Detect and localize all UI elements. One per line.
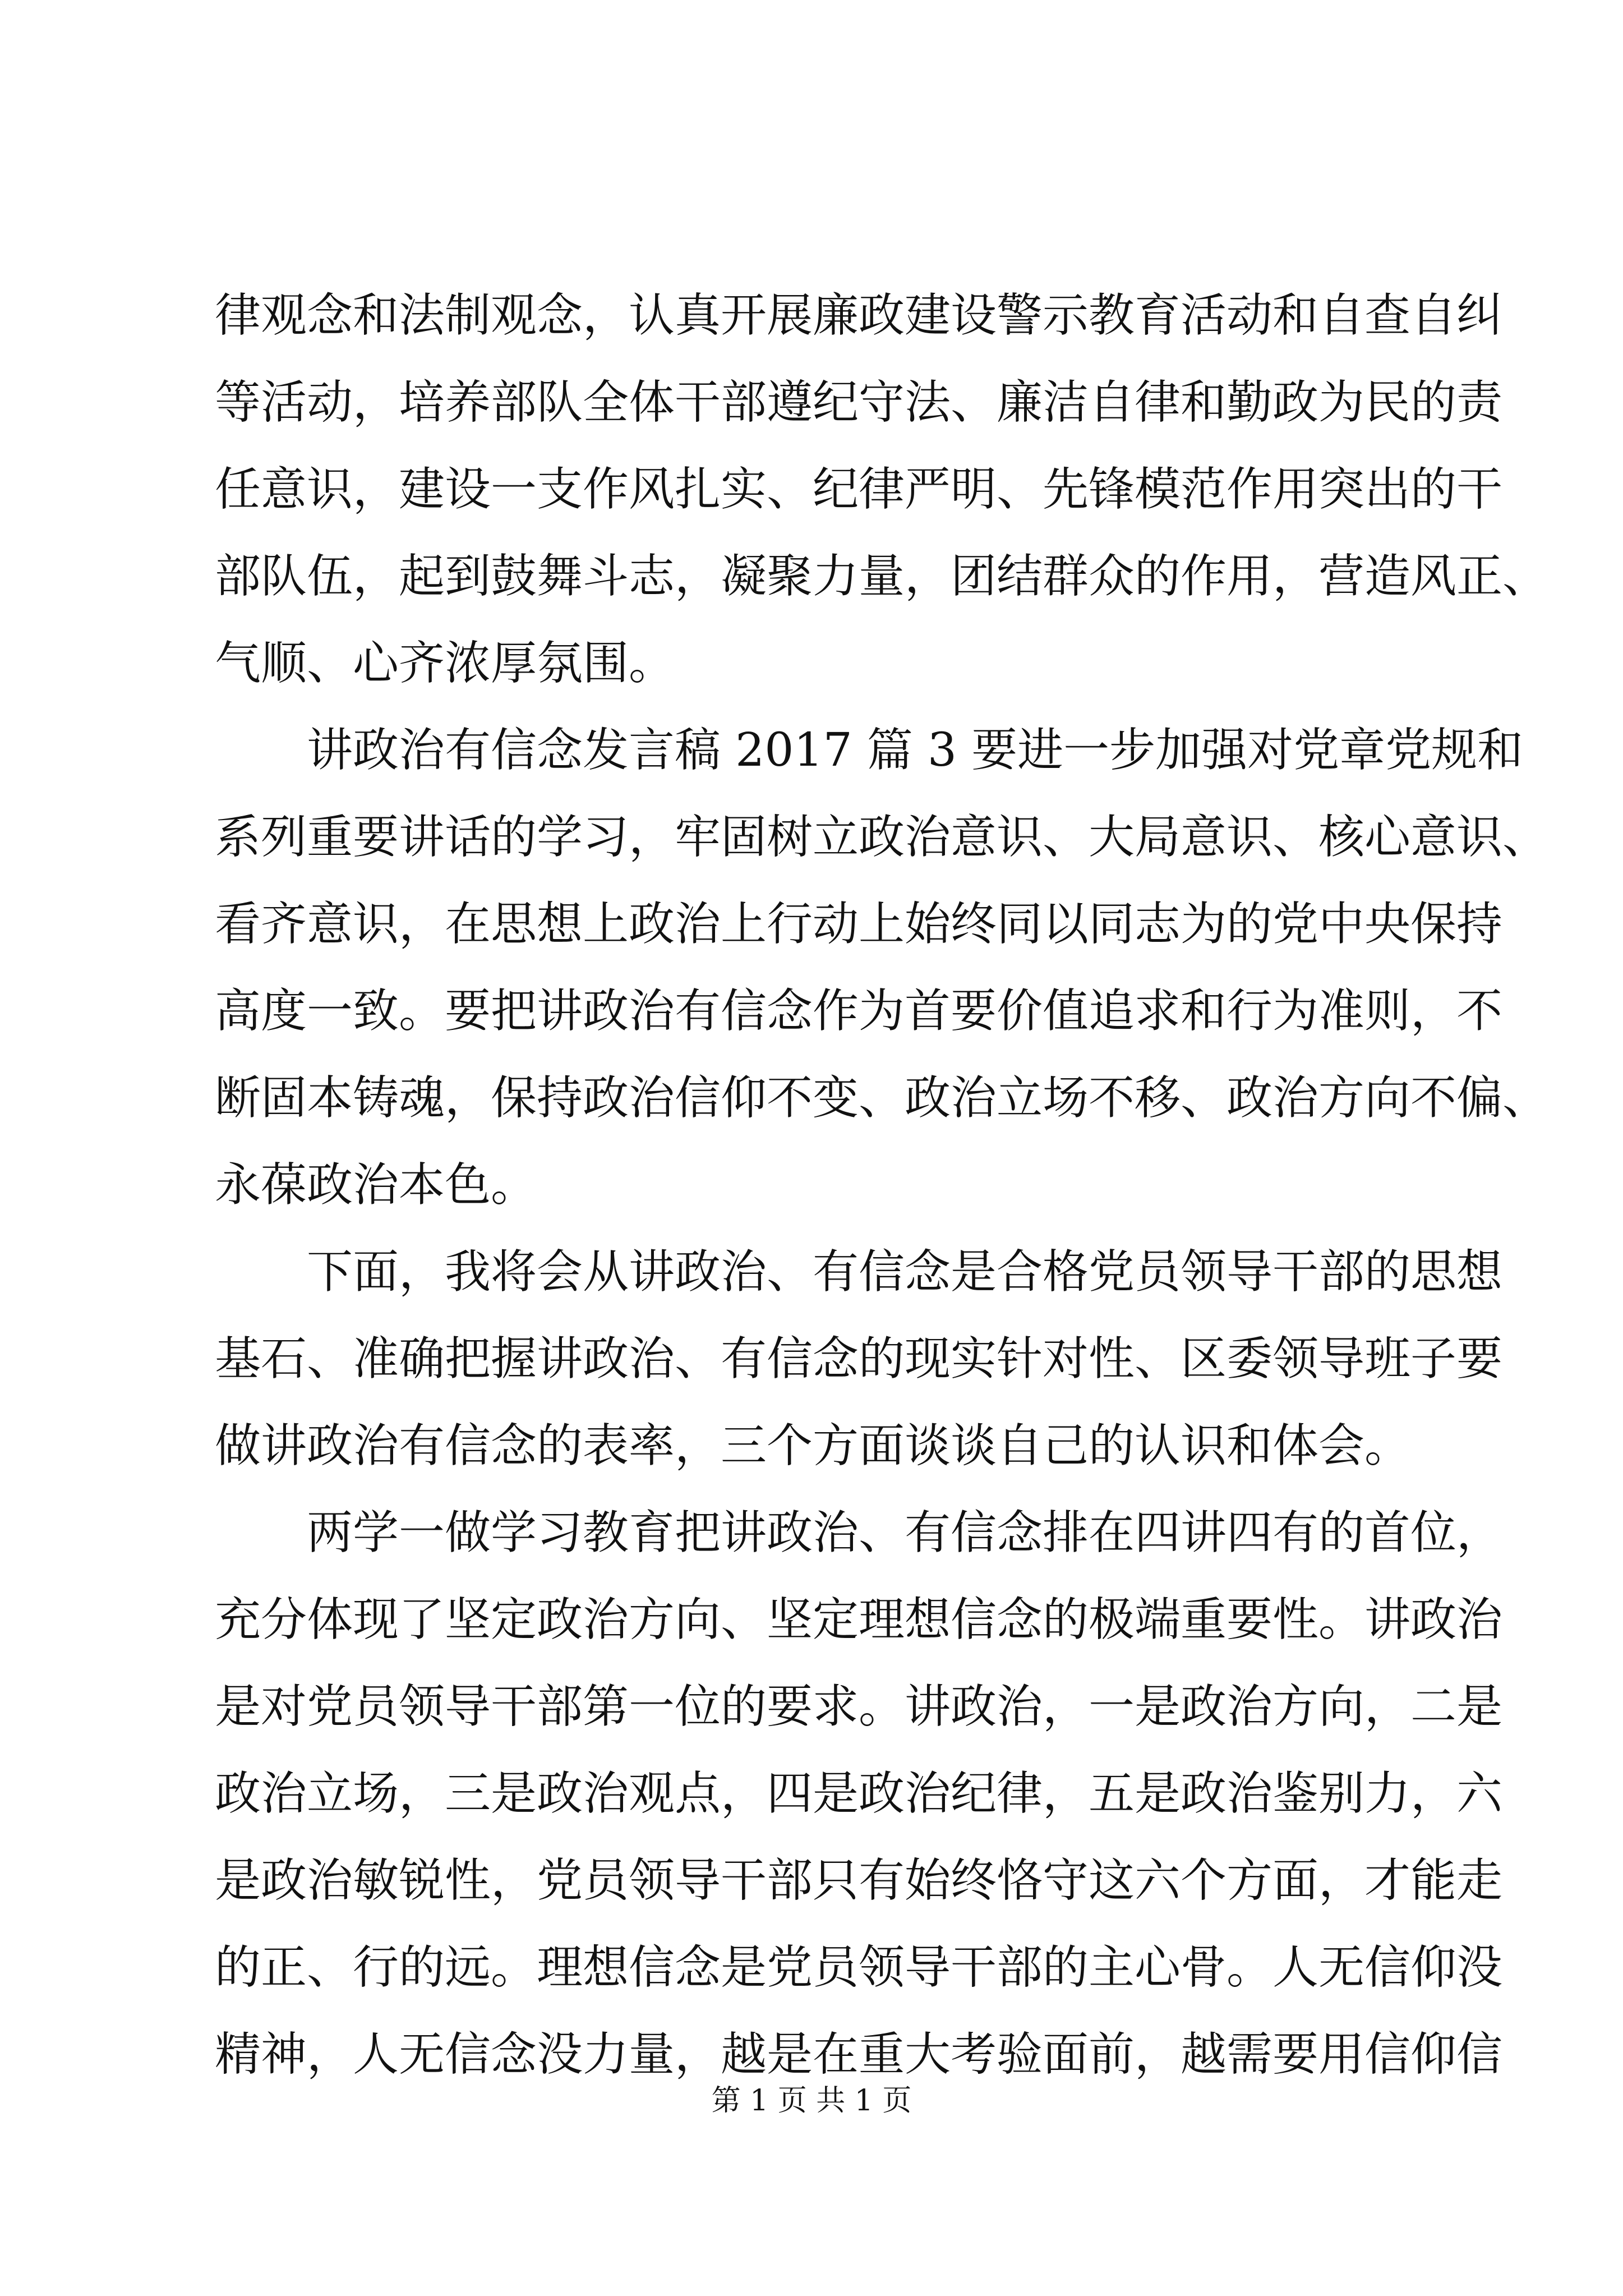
text-line: 政治立场，三是政治观点，四是政治纪律，五是政治鉴别力，六 [215, 1767, 1503, 1820]
text-line: 下面，我将会从讲政治、有信念是合格党员领导干部的思想 [307, 1245, 1503, 1299]
text-line: 是政治敏锐性，党员领导干部只有始终恪守这六个方面，才能走 [215, 1854, 1503, 1907]
text-line: 两学一做学习教育把讲政治、有信念排在四讲四有的首位， [307, 1506, 1503, 1559]
text-line: 系列重要讲话的学习，牢固树立政治意识、大局意识、核心意识、 [215, 811, 1549, 864]
text-line: 等活动，培养部队全体干部遵纪守法、廉洁自律和勤政为民的责 [215, 376, 1503, 429]
text-line: 看齐意识，在思想上政治上行动上始终同以同志为的党中央保持 [215, 898, 1503, 951]
text-line: 精神，人无信念没力量，越是在重大考验面前，越需要用信仰信 [215, 2028, 1503, 2081]
text-line: 气顺、心齐浓厚氛围。 [215, 637, 675, 690]
text-line: 任意识，建设一支作风扎实、纪律严明、先锋模范作用突出的干 [215, 463, 1503, 516]
text-line: 断固本铸魂，保持政治信仰不变、政治立场不移、政治方向不偏、 [215, 1071, 1549, 1125]
text-line: 讲政治有信念发言稿 2017 篇 3 要进一步加强对党章党规和 [307, 724, 1524, 777]
text-line: 部队伍，起到鼓舞斗志，凝聚力量，团结群众的作用，营造风正、 [215, 550, 1549, 603]
text-line: 做讲政治有信念的表率，三个方面谈谈自己的认识和体会。 [215, 1419, 1411, 1473]
text-line: 的正、行的远。理想信念是党员领导干部的主心骨。人无信仰没 [215, 1941, 1503, 1994]
text-line: 高度一致。要把讲政治有信念作为首要价值追求和行为准则，不 [215, 984, 1503, 1038]
text-line: 基石、准确把握讲政治、有信念的现实针对性、区委领导班子要 [215, 1332, 1503, 1386]
page-number: 第 1 页 共 1 页 [711, 2084, 912, 2118]
text-line: 律观念和法制观念，认真开展廉政建设警示教育活动和自查自纠 [215, 289, 1503, 342]
text-line: 是对党员领导干部第一位的要求。讲政治，一是政治方向，二是 [215, 1680, 1503, 1733]
page-footer [0, 2081, 1623, 2120]
text-line: 永葆政治本色。 [215, 1158, 537, 1212]
text-line: 充分体现了坚定政治方向、坚定理想信念的极端重要性。讲政治 [215, 1593, 1503, 1646]
document-body [215, 272, 1549, 2098]
